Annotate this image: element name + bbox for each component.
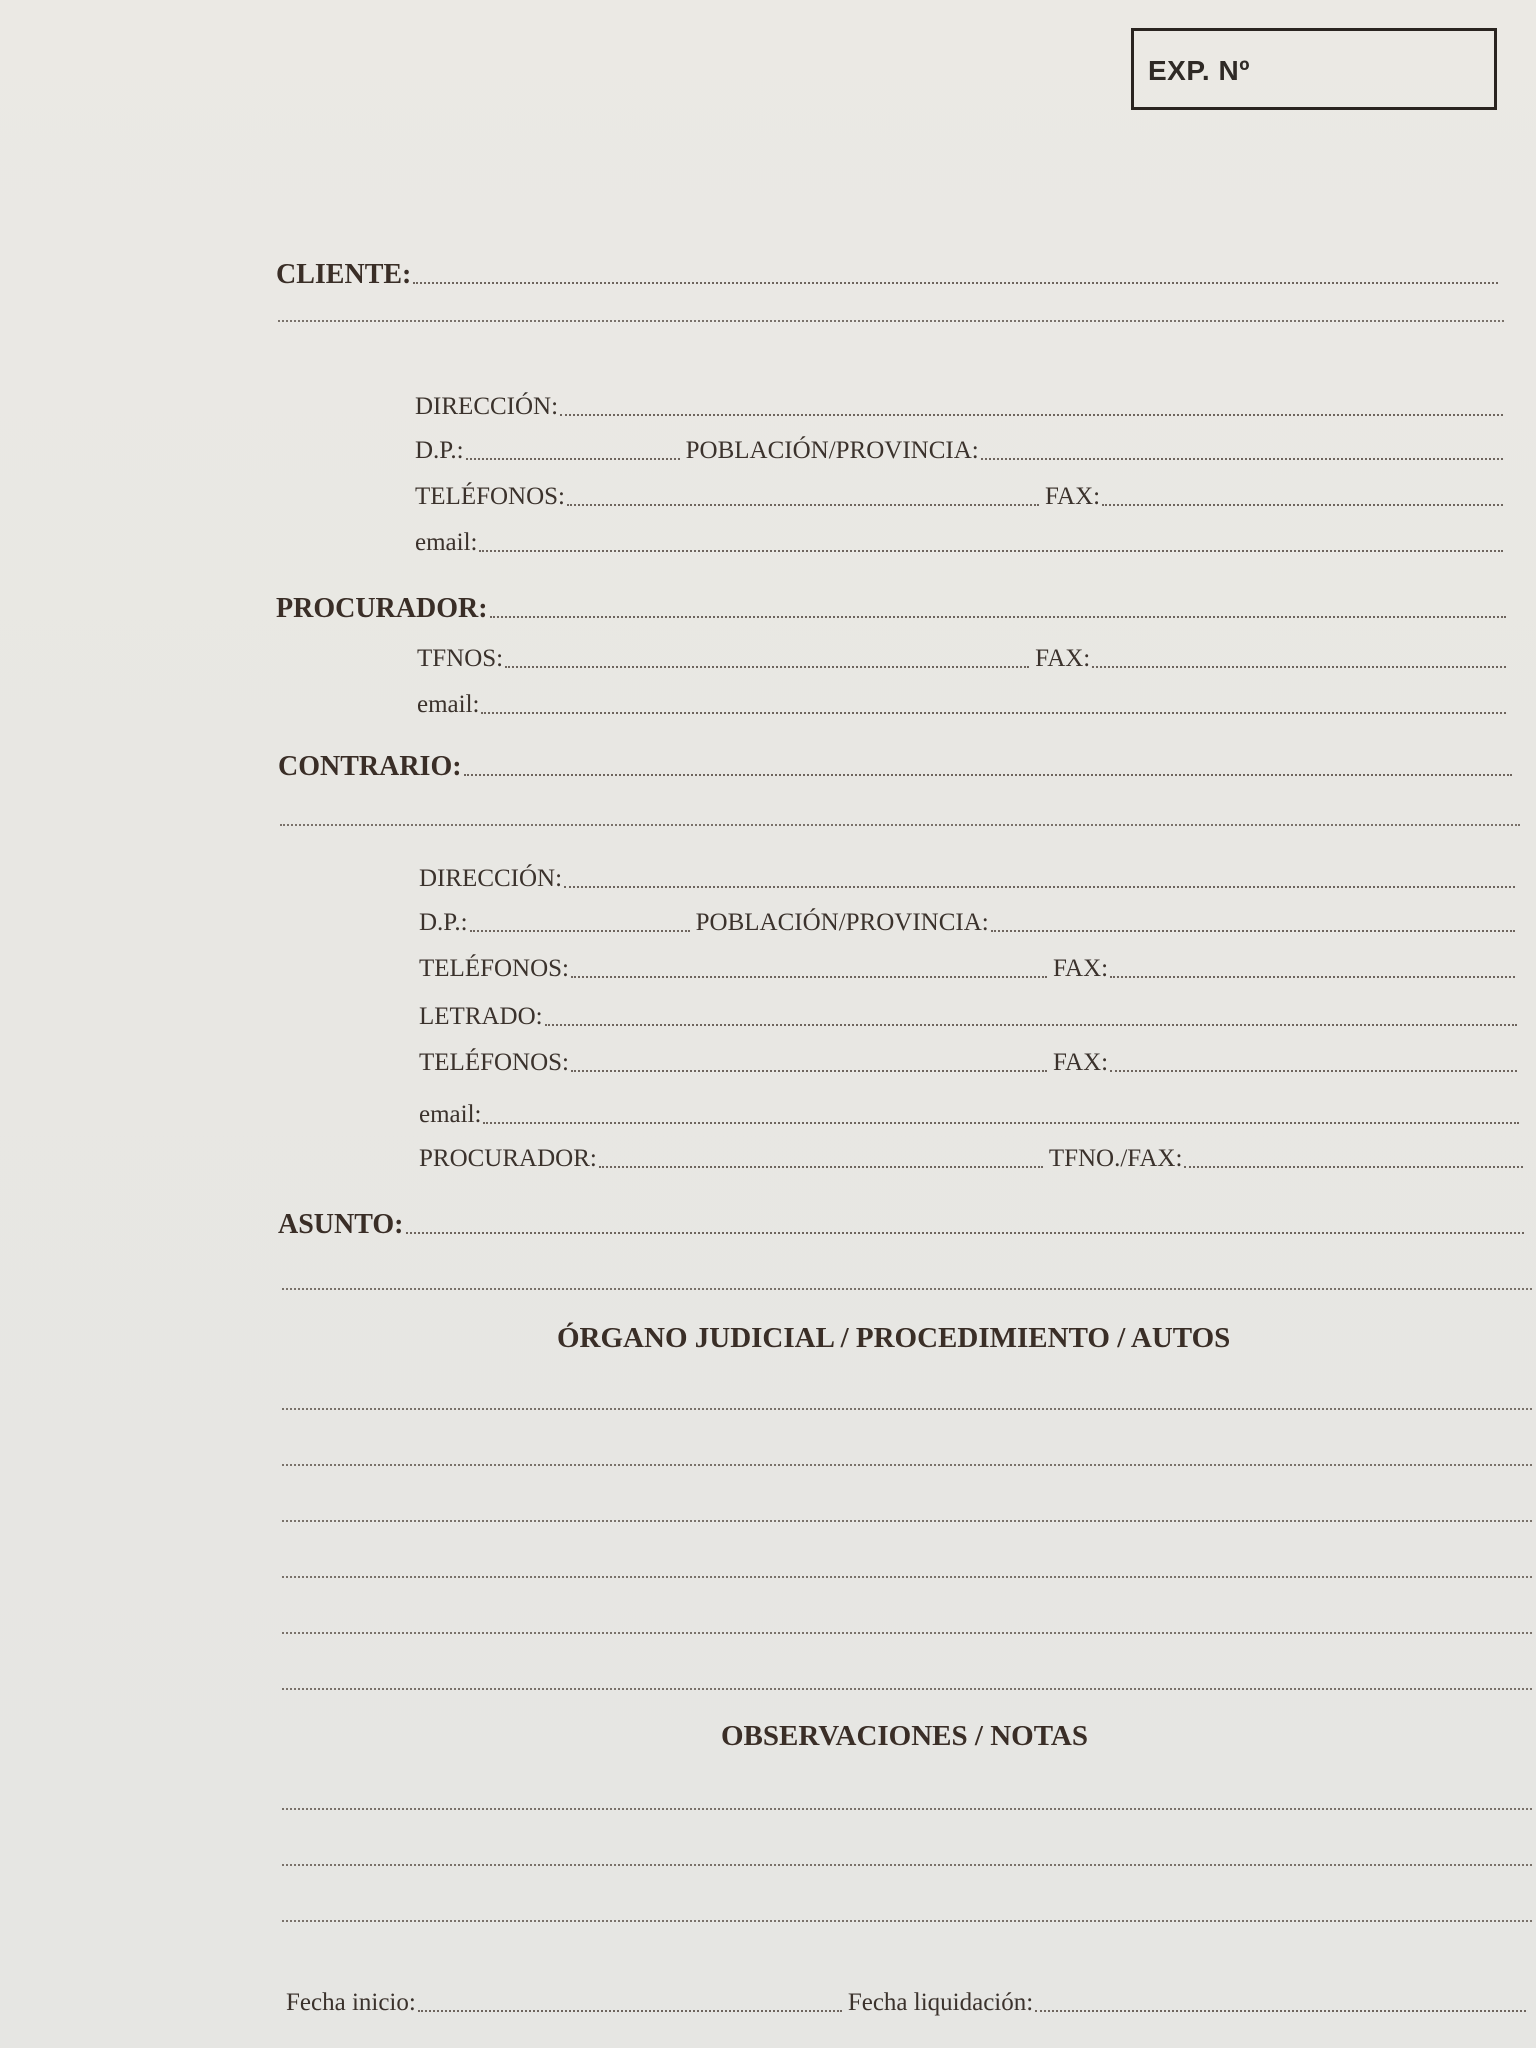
exp-number-box[interactable] (1131, 28, 1497, 110)
cliente-email-field[interactable] (479, 550, 1503, 552)
organo-line-4[interactable] (282, 1576, 1532, 1578)
fecha-liquidacion-label: Fecha liquidación: (847, 1989, 1034, 2016)
observaciones-heading: OBSERVACIONES / NOTAS (721, 1720, 1088, 1752)
cliente-poblacion-label: POBLACIÓN/PROVINCIA: (685, 437, 979, 464)
organo-line-5[interactable] (282, 1632, 1532, 1634)
contrario-procurador-field[interactable] (599, 1166, 1043, 1168)
procurador-tfnos-field[interactable] (505, 666, 1029, 668)
contrario-poblacion-field[interactable] (991, 930, 1515, 932)
fechas-row[interactable] (286, 1982, 1532, 2018)
observaciones-line-2[interactable] (282, 1864, 1532, 1866)
asunto-label: ASUNTO: (278, 1209, 404, 1240)
cliente-dp-row[interactable] (415, 430, 1509, 466)
cliente-fax-field[interactable] (1102, 504, 1503, 506)
cliente-field[interactable] (413, 282, 1498, 284)
procurador-row[interactable] (276, 588, 1512, 624)
exp-number-label: EXP. Nº (1148, 55, 1250, 86)
organo-line-3[interactable] (282, 1520, 1532, 1522)
cliente-extra-line[interactable] (278, 320, 1504, 322)
contrario-direccion-row[interactable] (419, 858, 1521, 894)
contrario-tfno-fax-field[interactable] (1184, 1166, 1523, 1168)
cliente-email-row[interactable] (415, 522, 1509, 558)
organo-line-1[interactable] (282, 1408, 1532, 1410)
contrario-telefonos-field[interactable] (571, 976, 1047, 978)
contrario-procurador-label: PROCURADOR: (419, 1145, 597, 1172)
contrario-procurador-row[interactable] (419, 1138, 1529, 1174)
contrario-email-label: email: (419, 1101, 482, 1128)
cliente-dp-field[interactable] (466, 458, 680, 460)
cliente-telefonos-label: TELÉFONOS: (415, 483, 565, 510)
contrario-letrado-row[interactable] (419, 996, 1523, 1032)
contrario-dp-row[interactable] (419, 902, 1521, 938)
contrario-extra-line[interactable] (280, 824, 1520, 826)
contrario-letrado-label: LETRADO: (419, 1003, 543, 1030)
procurador-fax-label: FAX: (1035, 645, 1091, 672)
procurador-label: PROCURADOR: (276, 593, 488, 624)
cliente-email-label: email: (415, 529, 478, 556)
cliente-direccion-row[interactable] (415, 386, 1509, 422)
contrario-telefonos-label: TELÉFONOS: (419, 955, 569, 982)
contrario-row[interactable] (278, 746, 1518, 782)
procurador-fax-field[interactable] (1092, 666, 1506, 668)
contrario-dp-label: D.P.: (419, 909, 468, 936)
cliente-dp-label: D.P.: (415, 437, 464, 464)
procurador-email-row[interactable] (417, 684, 1512, 720)
letrado-fax-field[interactable] (1110, 1070, 1517, 1072)
letrado-telefonos-row[interactable] (419, 1042, 1523, 1078)
procurador-email-label: email: (417, 691, 480, 718)
fecha-liquidacion-field[interactable] (1035, 2010, 1526, 2012)
cliente-label: CLIENTE: (276, 259, 412, 290)
cliente-telefonos-field[interactable] (567, 504, 1039, 506)
letrado-fax-label: FAX: (1053, 1049, 1109, 1076)
organo-heading: ÓRGANO JUDICIAL / PROCEDIMIENTO / AUTOS (557, 1322, 1231, 1354)
cliente-direccion-label: DIRECCIÓN: (415, 393, 559, 420)
contrario-telefonos-row[interactable] (419, 948, 1521, 984)
cliente-poblacion-field[interactable] (981, 458, 1503, 460)
asunto-field[interactable] (406, 1232, 1524, 1234)
contrario-label: CONTRARIO: (278, 751, 462, 782)
contrario-email-field[interactable] (483, 1122, 1519, 1124)
procurador-tfnos-label: TFNOS: (417, 645, 504, 672)
contrario-letrado-field[interactable] (545, 1024, 1517, 1026)
asunto-row[interactable] (278, 1204, 1530, 1240)
contrario-direccion-label: DIRECCIÓN: (419, 865, 563, 892)
asunto-extra-line[interactable] (282, 1288, 1532, 1290)
letrado-telefonos-field[interactable] (571, 1070, 1047, 1072)
contrario-tfno-fax-label: TFNO./FAX: (1048, 1145, 1183, 1172)
procurador-tfnos-row[interactable] (417, 638, 1512, 674)
observaciones-line-1[interactable] (282, 1808, 1532, 1810)
contrario-email-row[interactable] (419, 1094, 1525, 1130)
organo-line-6[interactable] (282, 1688, 1532, 1690)
cliente-row[interactable] (276, 254, 1504, 290)
fecha-inicio-field[interactable] (418, 2010, 842, 2012)
cliente-direccion-field[interactable] (560, 414, 1503, 416)
contrario-fax-field[interactable] (1110, 976, 1515, 978)
cliente-telefonos-row[interactable] (415, 476, 1509, 512)
cliente-fax-label: FAX: (1045, 483, 1101, 510)
observaciones-line-3[interactable] (282, 1920, 1532, 1922)
contrario-dp-field[interactable] (470, 930, 690, 932)
letrado-telefonos-label: TELÉFONOS: (419, 1049, 569, 1076)
procurador-email-field[interactable] (481, 712, 1506, 714)
contrario-fax-label: FAX: (1053, 955, 1109, 982)
procurador-field[interactable] (490, 616, 1506, 618)
contrario-poblacion-label: POBLACIÓN/PROVINCIA: (695, 909, 989, 936)
fecha-inicio-label: Fecha inicio: (286, 1989, 416, 2016)
contrario-field[interactable] (464, 774, 1512, 776)
contrario-direccion-field[interactable] (564, 886, 1515, 888)
organo-line-2[interactable] (282, 1464, 1532, 1466)
